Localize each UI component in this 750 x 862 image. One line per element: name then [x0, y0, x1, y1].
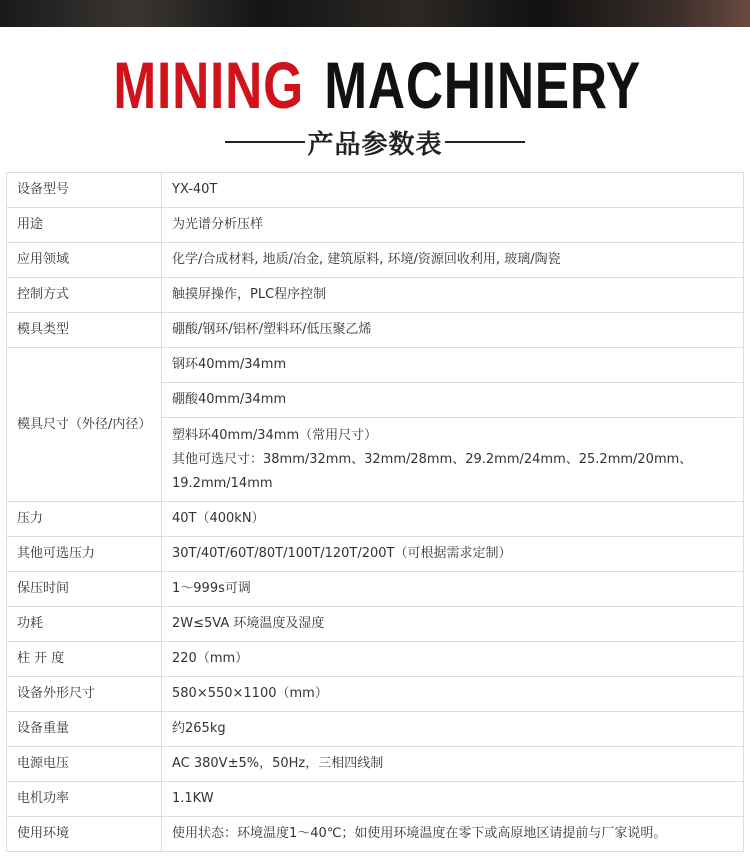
- row-value: 化学/合成材料, 地质/冶金, 建筑原料, 环境/资源回收利用, 玻璃/陶瓷: [162, 243, 744, 278]
- spec-table: [6, 172, 744, 852]
- mold-size-value: 钢环40mm/34mm: [162, 348, 744, 383]
- row-key: 压力: [7, 502, 162, 537]
- row-value: 约265kg: [162, 712, 744, 747]
- table-row: [7, 747, 744, 782]
- row-value: 40T（400kN）: [162, 502, 744, 537]
- row-key: 设备重量: [7, 712, 162, 747]
- row-key: 电源电压: [7, 747, 162, 782]
- row-value: YX-40T: [162, 173, 744, 208]
- mold-size-value: 硼酸40mm/34mm: [162, 383, 744, 418]
- row-value: 1～999s可调: [162, 572, 744, 607]
- row-key: 保压时间: [7, 572, 162, 607]
- headline-word-machinery: MACHINERY: [324, 48, 642, 122]
- mold-size-common: 塑料环40mm/34mm（常用尺寸）: [172, 427, 378, 443]
- table-row: [7, 278, 744, 313]
- row-key: 模具类型: [7, 313, 162, 348]
- row-value: 580×550×1100（mm）: [162, 677, 744, 712]
- table-row: [7, 712, 744, 747]
- row-key: 用途: [7, 208, 162, 243]
- row-key: 设备型号: [7, 173, 162, 208]
- banner: [0, 27, 750, 160]
- row-value: 硼酸/钢环/铝杯/塑料环/低压聚乙烯: [162, 313, 744, 348]
- table-row: [7, 677, 744, 712]
- row-key: 柱 开 度: [7, 642, 162, 677]
- table-row: [7, 642, 744, 677]
- row-key: 电机功率: [7, 782, 162, 817]
- row-value: 1.1KW: [162, 782, 744, 817]
- row-key: 功耗: [7, 607, 162, 642]
- row-value: 2W≤5VA 环境温度及湿度: [162, 607, 744, 642]
- mold-size-value-multi: [162, 418, 744, 502]
- table-row: [7, 313, 744, 348]
- headline: [85, 47, 670, 123]
- right-rule: [445, 141, 525, 143]
- subtitle: 产品参数表: [307, 129, 443, 160]
- row-key: 其他可选压力: [7, 537, 162, 572]
- top-photo-strip: [0, 0, 750, 27]
- headline-word-mining: MINING: [113, 48, 304, 122]
- mold-size-key: 模具尺寸（外径/内径）: [7, 348, 162, 502]
- row-value: 使用状态：环境温度1～40℃；如使用环境温度在零下或高原地区请提前与厂家说明。: [162, 817, 744, 852]
- row-key: 控制方式: [7, 278, 162, 313]
- table-row: [7, 782, 744, 817]
- mold-size-others: 其他可选尺寸：38mm/32mm、32mm/28mm、29.2mm/24mm、25.2mm/20mm、19.2mm/14mm: [172, 451, 693, 491]
- table-row: [7, 173, 744, 208]
- table-row: [7, 348, 744, 383]
- left-rule: [225, 141, 305, 143]
- row-key: 应用领域: [7, 243, 162, 278]
- row-key: 使用环境: [7, 817, 162, 852]
- table-row: [7, 537, 744, 572]
- table-row: [7, 572, 744, 607]
- row-value: 220（mm）: [162, 642, 744, 677]
- table-row: [7, 243, 744, 278]
- table-row: [7, 607, 744, 642]
- subtitle-row: [0, 125, 750, 159]
- row-value: AC 380V±5%，50Hz，三相四线制: [162, 747, 744, 782]
- row-value: 30T/40T/60T/80T/100T/120T/200T（可根据需求定制）: [162, 537, 744, 572]
- row-value: 为光谱分析压样: [162, 208, 744, 243]
- table-row: [7, 502, 744, 537]
- table-row: [7, 208, 744, 243]
- table-row: [7, 817, 744, 852]
- row-key: 设备外形尺寸: [7, 677, 162, 712]
- row-value: 触摸屏操作，PLC程序控制: [162, 278, 744, 313]
